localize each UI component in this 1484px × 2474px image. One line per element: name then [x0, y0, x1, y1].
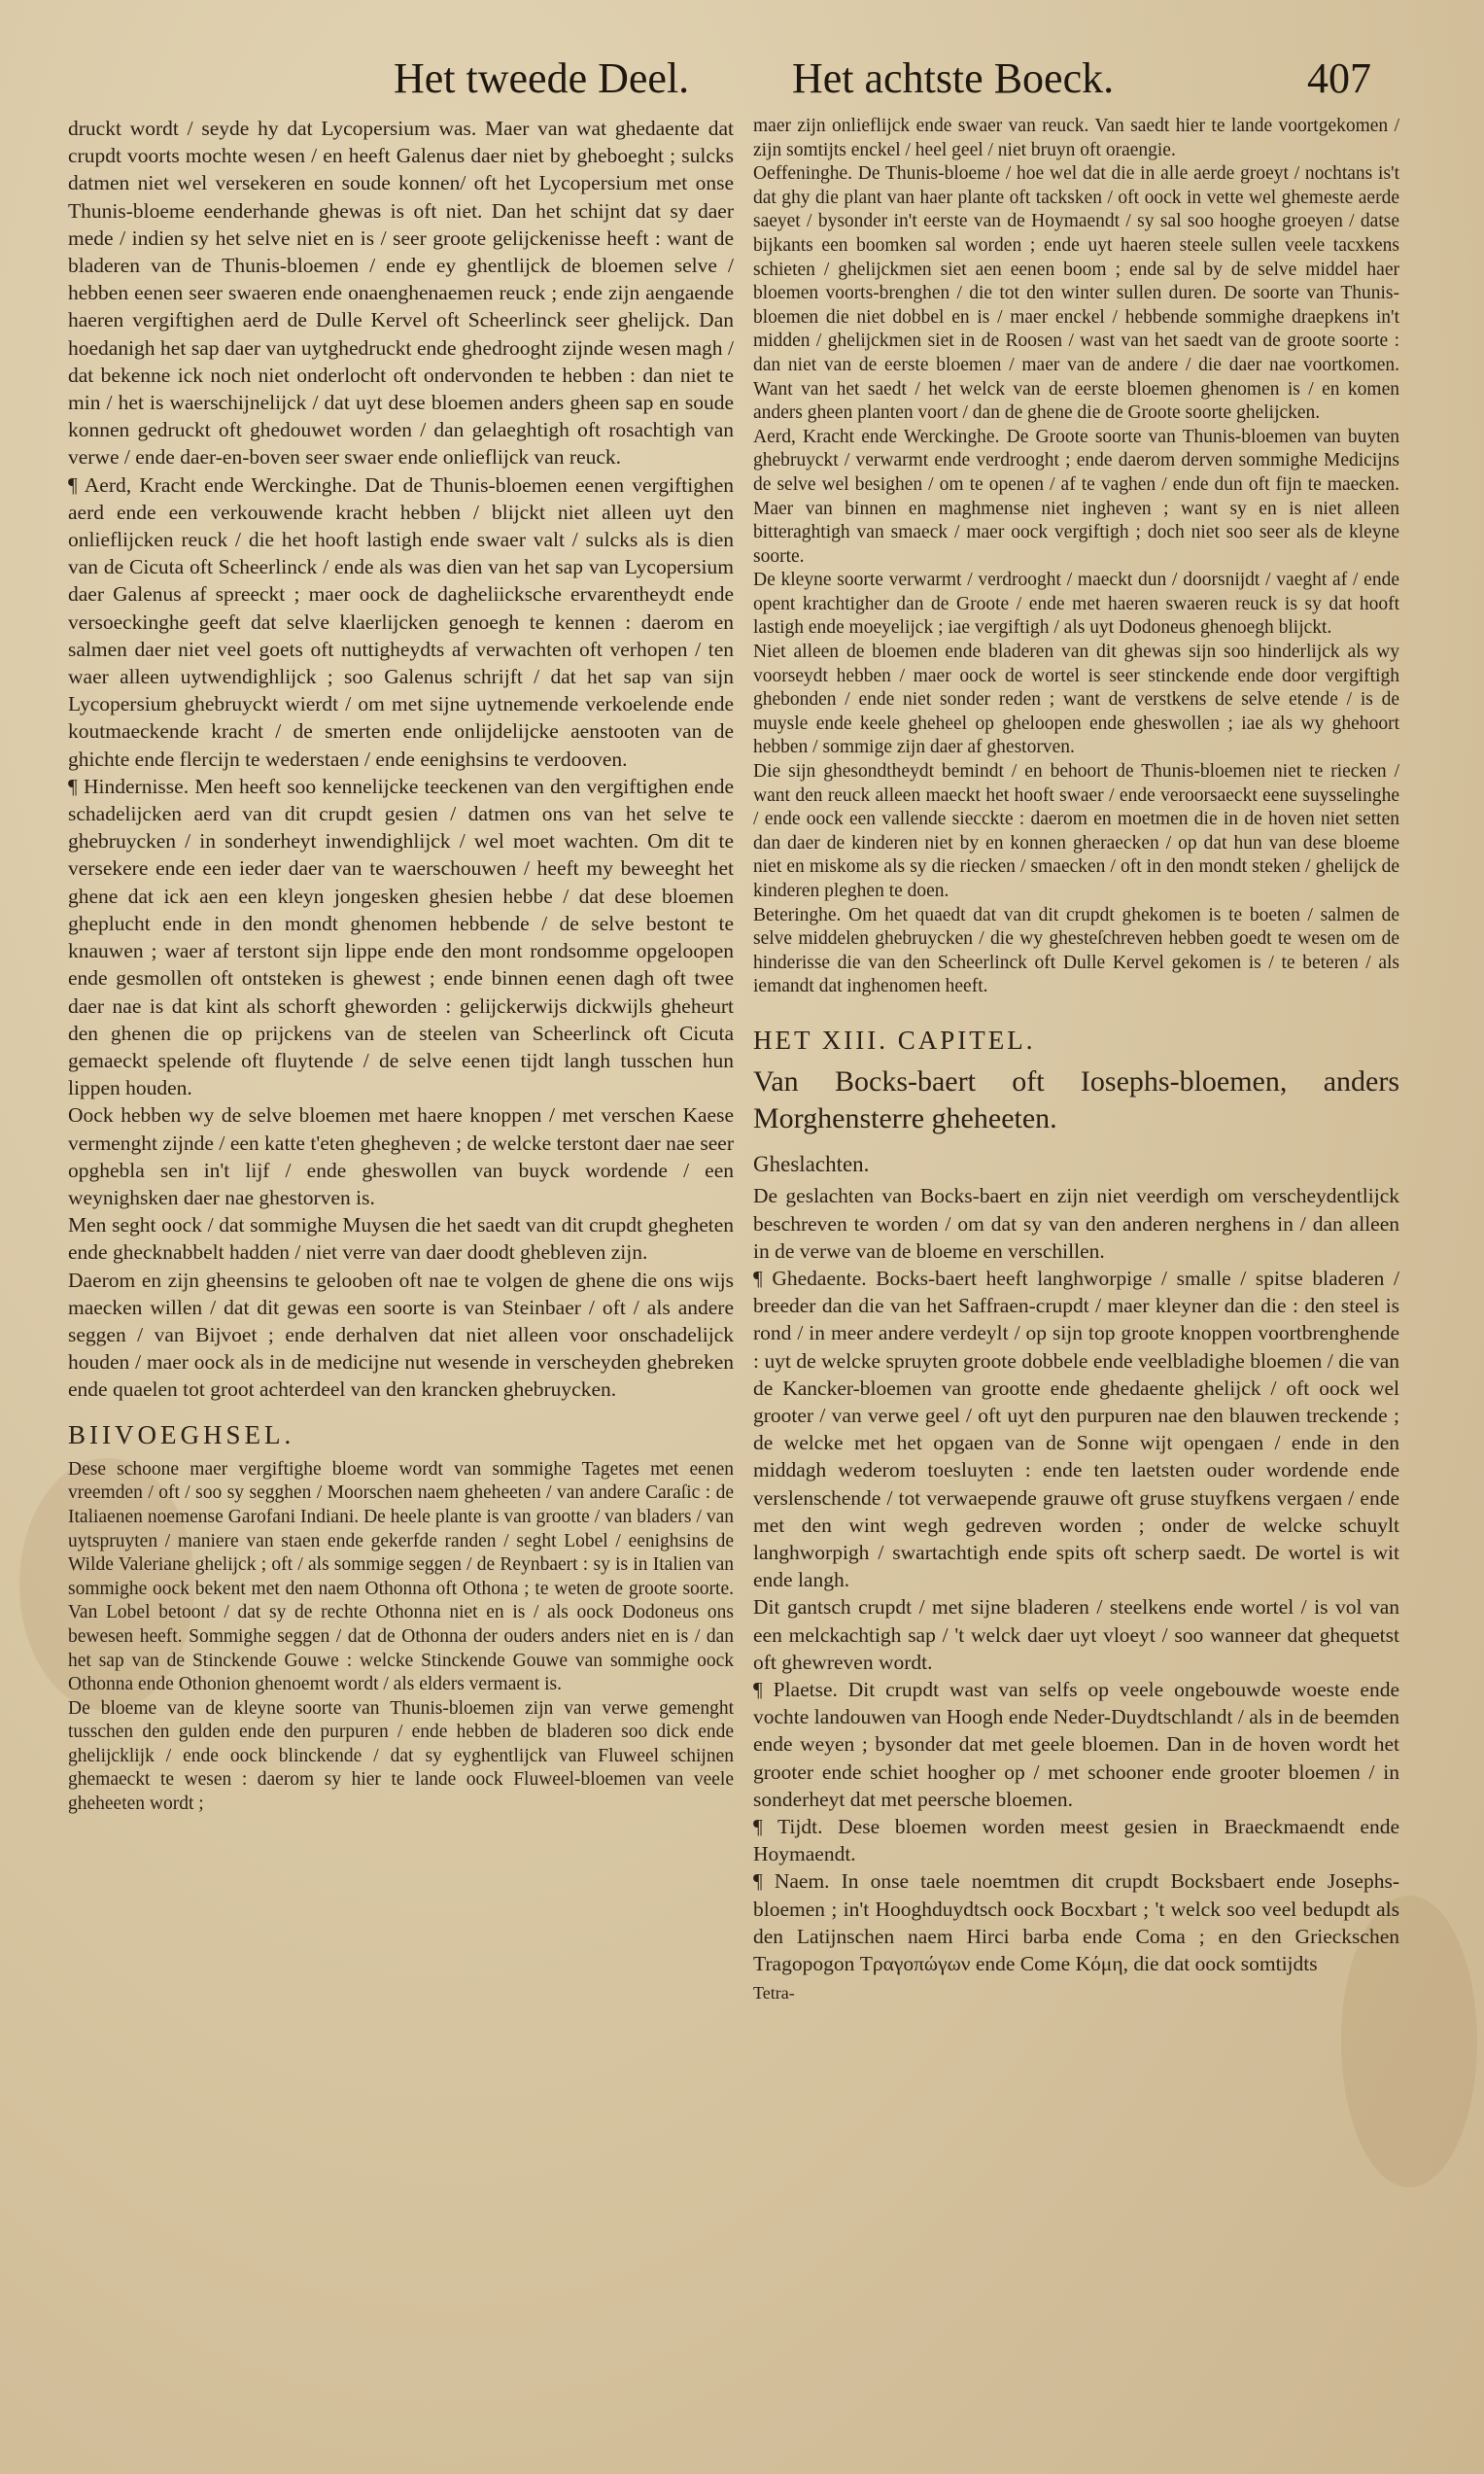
paragraph: Dese schoone maer vergiftighe bloeme wordt van sommighe Tagetes met eenen vreemden / oft / soo sy segghen / Moorschen naem gheheeten / van andere Caraſic : de Italiaenen noemense Garofani Indiani. De heele plante is van grootte / van bladers / van uytspruyten / maniere van staen ende gekerfde randen / seght Lobel / eenighsins de Wilde Valeriane ghelijck ; oft / als sommige seggen / de Reynbaert : sy is in Italien van sommighe oock bekent met den naem Othonna oft Othona ; te weten de groote soorte. Van Lobel betoont / dat sy de rechte Othonna niet en is / als oock Dodoneus ons bewesen heeft. Sommighe seggen / dat de Othonna der ouders anders niet en is / dan het sap van de Stinckende Gouwe : welcke Stinckende Gouwe van sommighe oock Othonna ende Othonion ghenoemt wordt / als elders vermaent is.: [68, 1458, 734, 1695]
paragraph: maer zijn onlieflijck ende swaer van reuck. Van saedt hier te lande voortgekomen / zijn somtijts enckel / heel geel / niet bruyn oft oraengie.: [753, 116, 1399, 160]
paragraph: Die sijn ghesondtheydt bemindt / en behoort de Thunis-bloemen niet te riecken / want den reuck alleen maeckt het hooft swaer / ende veroorsaeckt eene suysselinghe / ende oock een vallende siecckte : daerom en moetmen die in de hoven niet setten dan daer de kinderen niet by en konnen gheraecken / op dat hun van dese bloeme niet en miskome als sy die riecken / smaecken / oft in den mondt steken / ghelijck de kinderen pleghen te doen.: [753, 761, 1399, 901]
paragraph: Dit gantsch crupdt / met sijne bladeren / steelkens ende wortel / is vol van een melckachtigh sap / 't welck daer uyt vloeyt / soo wanneer dat ghequetst oft ghewreven wordt.: [753, 1595, 1399, 1674]
paragraph: Daerom en zijn gheensins te gelooben oft nae te volgen de ghene die ons wijs maecken willen / dat dit gewas een soorte is van Steinbaer / oft / als andere seggen / van Bijvoet ; ende derhalven dat niet alleen voor onschadelijck houden / maer oock als in de medicijne nut wesende in verscheyden ghebreken ende quaelen tot groot achterdeel van den krancken ghebruycken.: [68, 1268, 734, 1402]
paragraph: druckt wordt / seyde hy dat Lycopersium was. Maer van wat ghedaente dat crupdt voorts mochte wesen / en heeft Galenus daer niet by gheboeght ; sulcks datmen niet wel versekeren en soude konnen/ oft het Lycopersium met onse Thunis-bloeme eenderhande ghewas is oft niet. Dan het schijnt dat sy daer mede / indien sy het selve niet en is / seer groote gelijckenisse heeft : want de bladeren van de Thunis-bloemen / ende ey ghentlijck de bloemen selve / hebben eenen seer swaeren ende onaenghenaemen reuck ; ende zijn aengaende haeren vergiftighen aerd de Dulle Kervel oft Scheerlinck seer ghelijck. Dan hoedanigh het sap daer van uytghedruckt ende ghedrooght zijnde wesen magh / dat bekenne ick noch niet onderlocht oft ondervonden te hebben : dan niet te min / het is waerschijnelijck / dat uyt dese bloemen anders gheen sap en soude konnen gedruckt oft ghedouwet worden / dan gelaeghtigh oft rosachtigh van verwe / ende daer-en-boven seer swaer ende onlieflijck van reuck.: [68, 117, 734, 470]
section-title: BIIVOEGHSEL.: [68, 1419, 295, 1449]
subheading: Gheslachten.: [753, 1152, 870, 1177]
paragraph: Aerd, Kracht ende Werckinghe. De Groote soorte van Thunis-bloemen van buyten ghebruyckt / verwarmt ende verdrooght ; ende daerom derven sommighe Medicijns de selve wel besighen / om te openen / af te vaghen / ende dun oft fijn te maecken. Maer van binnen en maghmense niet ingheven ; want sy en is niet alleen bitteraghtigh van smaeck / maer oock vergiftigh ; doch niet soo seer als de kleyne soorte.: [753, 426, 1399, 567]
paragraph: De kleyne soorte verwarmt / verdrooght / maeckt dun / doorsnijdt / vaeght af / ende opent krachtigher dan de Groote / ende met haeren swaeren reuck is sy dat hooft lastigh ende moeyelijck ; iae vergiftigh / als uyt Dodoneus ghenoegh blijckt.: [753, 570, 1399, 639]
header-left-title: Het tweede Deel.: [394, 54, 690, 102]
paragraph: Beteringhe. Om het quaedt dat van dit crupdt ghekomen is te boeten / salmen de selve middelen ghebruycken / die wy ghesteſchreven hebben goedt te wesen om de hinderisse die van den Scheerlinck oft Dulle Kervel gekomen is / te beteren / als iemandt dat inghenomen heeft.: [753, 904, 1399, 997]
paragraph: ¶ Hindernisse. Men heeft soo kennelijcke teeckenen van den vergiftighen ende schadelijcken aerd van dit crupdt gesien / datmen ons van het selve te ghebruycken / in sonderheyt inwendighlijck / wel moet wachten. Om dit te versekere ende een ieder daer van te waerschouwen / heeft my beweeght het ghene dat ick aen een kleyn jongesken ghesien hebbe / dat dese bloemen gheplucht ende in den mondt ghenomen hebbende / de selve bestont te knauwen ; waer af terstont sijn lippe ende den mont rondsomme opgeloopen ende gesmollen oft ontsteken is ghewest ; ende binnen eenen dagh oft twee daer nae is dat kint als schorft gheworden : gelijckerwijs dickwijls gheheurt den ghenen die op prijckens van de steelen van Scheerlinck oft Cicuta gemaeckt spelende oft fluytende / de selve eenen tijdt langh tusschen hun lippen houden.: [68, 774, 734, 1100]
paragraph: Men seght oock / dat sommighe Muysen die het saedt van dit crupdt ghegheten ende ghecknabbelt hadden / niet verre van daer doodt ghebleven zijn.: [68, 1213, 734, 1265]
right-column: [753, 115, 1399, 2006]
paragraph: ¶ Tijdt. Dese bloemen worden meest gesien in Braeckmaendt ende Hoymaendt.: [753, 1815, 1399, 1866]
chapter-heading: HET XIII. CAPITEL.: [753, 1025, 1036, 1055]
catchword: Tetra-: [753, 1983, 795, 2004]
paragraph: Oock hebben wy de selve bloemen met haere knoppen / met verschen Kaese vermenght zijnde / een katte t'eten ghegheven ; de welcke terstont daer nae seer opghebla sen in't lijf / ende gheswollen van buyck wordende / een weynighsken daer nae ghestorven is.: [68, 1103, 734, 1209]
chapter-title: Van Bocks-baert oft Iosephs-bloemen, anders Morghensterre gheheeten.: [753, 1065, 1399, 1135]
paragraph: De bloeme van de kleyne soorte van Thunis-bloemen zijn van verwe gemenght tusschen den gulden ende den purpuren / ende hebben de bladeren soo dick ende ghelijcklijk / ende oock blinckende / dat sy eyghentlijck van Fluweel schijnen ghemaeckt te wesen : daerom sy hier te lande oock Fluweel-bloemen van veele gheheeten wordt ;: [68, 1697, 734, 1815]
paragraph: Niet alleen de bloemen ende bladeren van dit ghewas sijn soo hinderlijck als wy voorseydt hebben / maer oock de wortel is seer stinckende ende door vergiftigh ghebonden / ende niet sonder reden ; want de verstkens de selve etende / is de muysle ende keele gheheel op gheloopen ende gheswollen ; iae als wy ghehoort hebben / sommige zijn daer af ghestorven.: [753, 642, 1399, 758]
paragraph: ¶ Plaetse. Dit crupdt wast van selfs op veele ongebouwde woeste ende vochte landouwen van Hoogh ende Neder-Duydtschlandt / als in de beemden ende weyen ; bysonder dat met geele bloemen. Dan in de hoven wordt het grooter ende schiet hoogher op / met schooner ende grooter bloemen / in sonderheyt dat met peersche bloemen.: [753, 1678, 1399, 1811]
left-column: [68, 115, 734, 1817]
paragraph: Oeffeninghe. De Thunis-bloeme / hoe wel dat die in alle aerde groeyt / nochtans is't dat ghy die plant van haer plante oft tacksken / oft oock in vette wel ghemeste aerde saeyet / bysonder in't eerste van de Hoymaendt / sy sal soo hooghe groeyen / datse bijkants een boomken sal worden ; ende uyt haeren steele sullen veele tacxkens schieten / ghelijckmen siet aen eenen boom ; ende sal by de selve middel haer bloemen voorts-brenghen / die tot den winter sullen duren. De soorte van Thunis-bloemen die niet dobbel en is / maer enckel / hebbende sommighe draepkens in't midden / ghelijckmen siet in de Roosen / wast van het saedt van de groote soorte : dan niet van de eerste bloemen / maer van de andere / die daer nae voortkomen. Want van het saedt / het welck van de eerste bloemen ghenomen is / en komen anders gheen planten voort / dan de ghene die de Groote soorte ghelijcken.: [753, 163, 1399, 424]
paragraph: ¶ Naem. In onse taele noemtmen dit crupdt Bocksbaert ende Josephs-bloemen ; in't Hooghduydtsch oock Bocxbart ; 't welck soo veel bedupdt als den Latijnschen naem Hirci barba ende Coma ; en den Grieckschen Tragopogon Τραγοπώγων ende Come Κόμη, die dat oock somtijdts: [753, 1869, 1399, 1976]
running-header: [0, 53, 1484, 112]
paragraph: ¶ Ghedaente. Bocks-baert heeft langhworpige / smalle / spitse bladeren / breeder dan die van het Saffraen-crupdt / maer kleyner dan die : den steel is rond / in meer andere verdeylt / op sijn top groote knoppen voortbrenghende : uyt de welcke spruyten groote dobbele ende veelbladighe bloemen / die van de Kancker-bloemen van grootte ende ghedaente ghelijck / oft oock wel grooter / van verwe geel / oft uyt den purpuren nae den blauwen treckende ; de welcke met het opgaen van de Sonne wijt opengaen / ende in den middagh wederom toesluyten : ende ten laetsten ouder wordende ende verslenschende / tot verwaepende grauwe oft gruse stuyfkens vergaen / ende met den wint wegh gedreven worden ; onder de welcke schuylt langhworpigh / swartachtigh ende spits oft scherp saedt. De wortel is wit ende langh.: [753, 1266, 1399, 1592]
paragraph: ¶ Aerd, Kracht ende Werckinghe. Dat de Thunis-bloemen eenen vergiftighen aerd ende een verkouwende kracht hebben / blijckt niet alleen uyt den onlieflijcken reuck / die het hooft lastigh ende swaer valt / sulcks als is dien van de Cicuta oft Scheerlinck / ende als was dien van het sap van Lycopersium daer Galenus af spreeckt ; maer oock de dagheliicksche ervarentheydt ende versoeckinghe geeft dat selve klaerlijcken genoegh te kennen : daerom en salmen daer niet veel goets oft nuttigheydts af verwachten oft verhopen / ten waer alleen uytwendighlijck ; soo Galenus schrijft / dat het sap van sijn Lycopersium ghebruyckt wierdt / om met sijne uytnemende verkoelende ende koutmaeckende kracht / de smerten ende onlijdelijcke aenstooten van de ghichte ende flercijn te wederstaen / ende eenighsins te verdooven.: [68, 472, 734, 771]
header-right-title: Het achtste Boeck.: [792, 54, 1115, 102]
paragraph: De geslachten van Bocks-baert en zijn niet veerdigh om verscheydentlijck beschreven te worden / om dat sy van den anderen nerghens in / dan alleen in de verwe van de bloeme en verschillen.: [753, 1184, 1399, 1263]
page-number: 407: [1307, 54, 1371, 102]
